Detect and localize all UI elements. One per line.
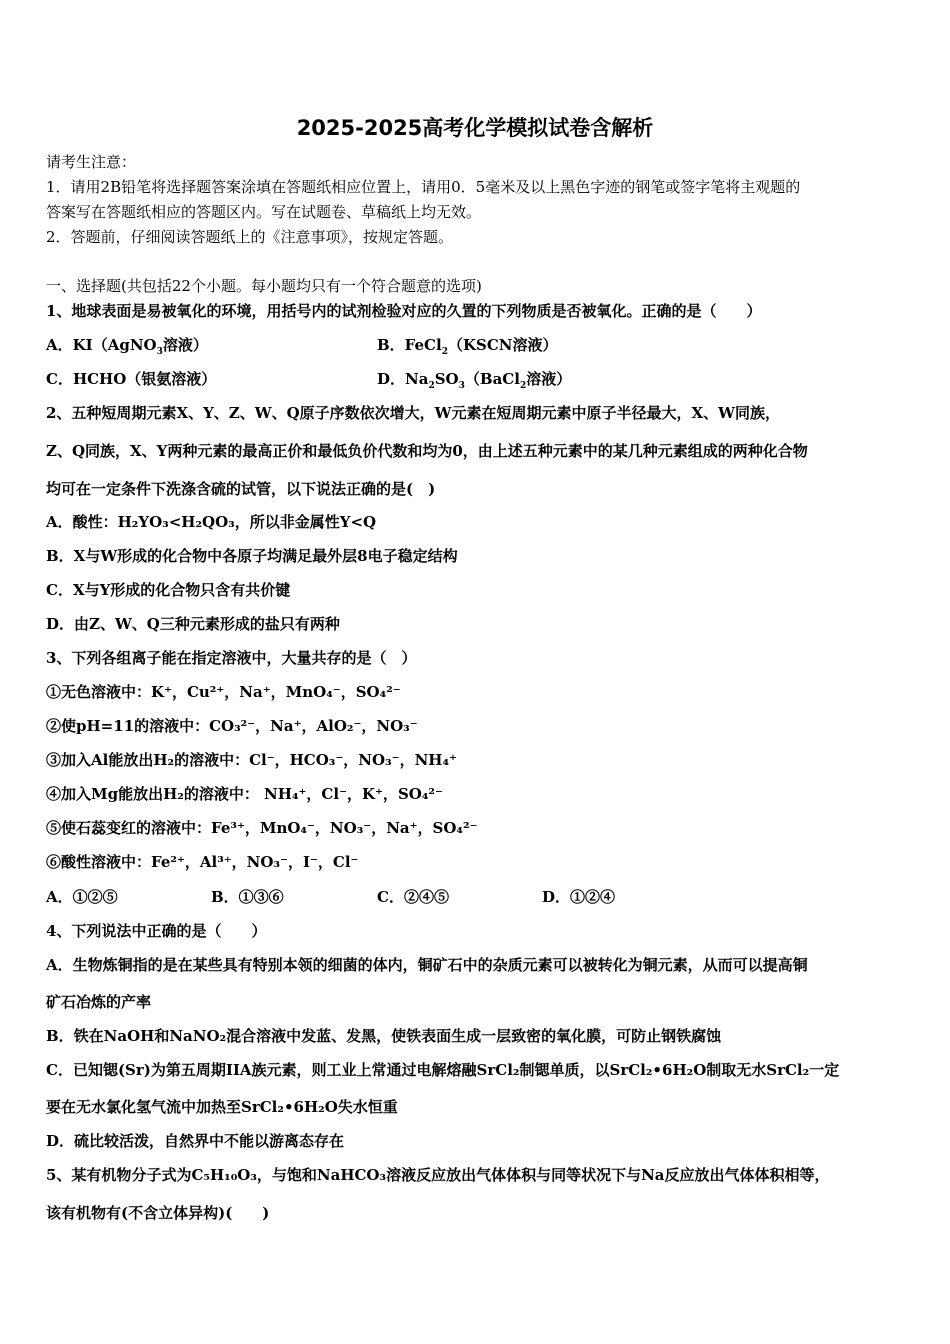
q3-statement-5: ⑤使石蕊变红的溶液中：Fe³⁺，MnO₄⁻，NO₃⁻，Na⁺，SO₄²⁻ [46,819,478,837]
q4-option-c-1: C．已知锶(Sr)为第五周期IIA族元素，则工业上常通过电解熔融SrCl₂制锶单质，以SrCl₂•6H₂O制取无水SrCl₂一定 [46,1061,840,1079]
q3-statement-3: ③加入Al能放出H₂的溶液中：Cl⁻，HCO₃⁻，NO₃⁻，NH₄⁺ [46,751,457,769]
notice-heading: 请考生注意： [46,153,137,171]
q5-stem-1: 5、某有机物分子式为C₅H₁₀O₃，与饱和NaHCO₃溶液反应放出气体体积与同等状况下与Na反应放出气体体积相等， [46,1166,830,1184]
q5-stem-2: 该有机物有(不含立体异构)( ) [46,1204,270,1222]
q4-option-c-2: 要在无水氯化氢气流中加热至SrCl₂•6H₂O失水恒重 [46,1098,398,1116]
q3-option-a: A．①②⑤ [46,888,118,906]
q2-option-d: D．由Z、W、Q三种元素形成的盐只有两种 [46,615,340,633]
q1-option-d: D．$Na_2SO_3(BaCl_2$溶液） [377,370,572,391]
q3-statement-1: ①无色溶液中：K⁺，Cu²⁺，Na⁺，MnO₄⁻，SO₄²⁻ [46,683,401,701]
notice-item-1a: 1．请用2B铅笔将选择题答案涂填在答题纸相应位置上，请用0．5毫米及以上黑色字迹的钢笔或签字笔将主观题的 [46,178,801,196]
q2-stem-3: 均可在一定条件下洗涤含硫的试管，以下说法正确的是( ) [46,480,436,498]
q3-stem: 3、下列各组离子能在指定溶液中，大量共存的是（ ） [46,649,417,667]
notice-item-2: 2．答题前，仔细阅读答题纸上的《注意事项》，按规定答题。 [46,228,454,246]
q2-stem-2: Z、Q同族，X、Y两种元素的最高正价和最低负价代数和均为0，由上述五种元素中的某几种元素组成的两种化合物 [46,442,808,460]
page-title: 2025-2025高考化学模拟试卷含解析 [296,116,654,140]
q2-stem-1: 2、五种短周期元素X、Y、Z、W、Q原子序数依次增大，W元素在短周期元素中原子半径最大，X、W同族， [46,404,780,422]
q3-option-b: B．①③⑥ [211,888,284,906]
q3-statement-4: ④加入Mg能放出H₂的溶液中： NH₄⁺，Cl⁻，K⁺，SO₄²⁻ [46,785,443,803]
q4-option-a-1: A．生物炼铜指的是在某些具有特别本领的细菌的体内，铜矿石中的杂质元素可以被转化为铜元素，从而可以提高铜 [46,956,808,974]
q3-statement-6: ⑥酸性溶液中：Fe²⁺，Al³⁺，NO₃⁻，I⁻，Cl⁻ [46,853,359,871]
q2-option-c: C．X与Y形成的化合物只含有共价键 [46,581,291,599]
q1-stem: 1、地球表面是易被氧化的环境，用括号内的试剂检验对应的久置的下列物质是否被氧化。正确的是（ ） [46,302,762,320]
q2-option-a: A．酸性：H₂YO₃<H₂QO₃，所以非金属性Y<Q [46,513,377,531]
q4-option-d: D．硫比较活泼，自然界中不能以游离态存在 [46,1132,345,1150]
section-heading: 一、选择题(共包括22个小题。每小题均只有一个符合题意的选项) [46,277,482,295]
q4-stem: 4、下列说法中正确的是（ ） [46,922,267,940]
q1-option-c: C．HCHO（银氨溶液） [46,370,217,388]
q3-option-c: C．②④⑤ [377,888,449,906]
q4-option-b: B．铁在NaOH和NaNO₂混合溶液中发蓝、发黑，使铁表面生成一层致密的氧化膜，可防止钢铁腐蚀 [46,1027,722,1045]
q1-option-b: B．FeCl$_2$（KSCN溶液） [377,336,558,357]
q3-option-d: D．①②④ [542,888,616,906]
q1-option-a: A．KI（AgNO$_3$溶液） [46,336,208,357]
q2-option-b: B．X与W形成的化合物中各原子均满足最外层8电子稳定结构 [46,547,458,565]
q4-option-a-2: 矿石冶炼的产率 [46,993,152,1011]
q3-statement-2: ②使pH=11的溶液中：CO₃²⁻，Na⁺，AlO₂⁻，NO₃⁻ [46,717,418,735]
notice-item-1b: 答案写在答题纸相应的答题区内。写在试题卷、草稿纸上均无效。 [46,203,482,221]
